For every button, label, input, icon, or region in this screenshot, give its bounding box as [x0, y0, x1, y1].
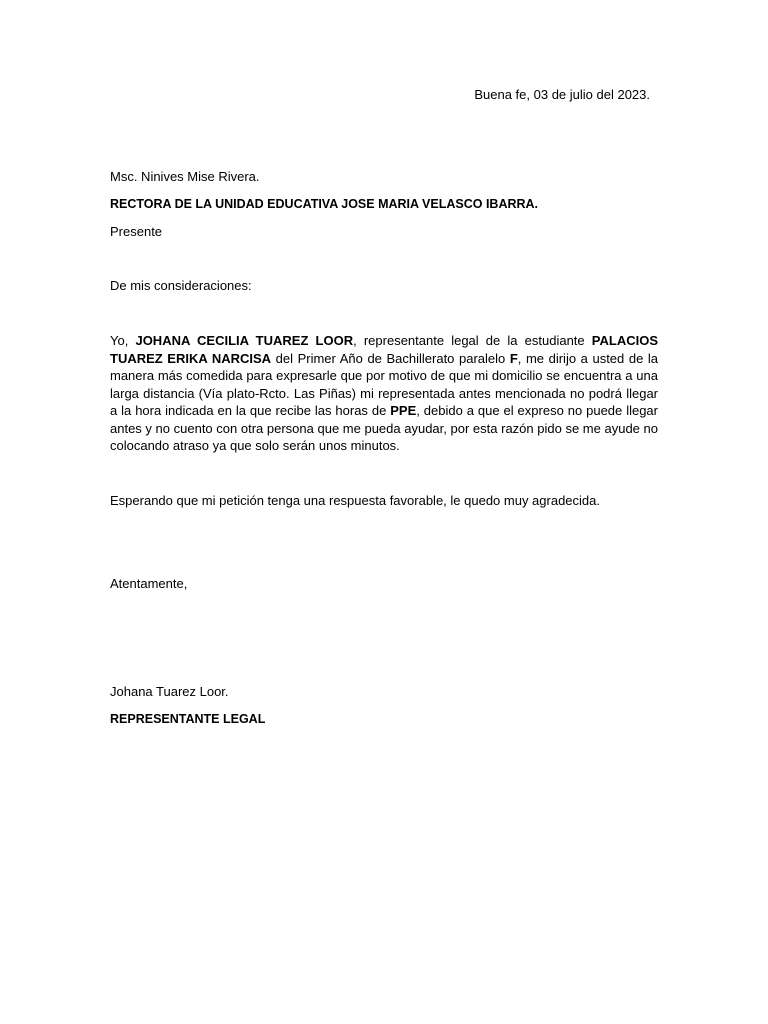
recipient-title: RECTORA DE LA UNIDAD EDUCATIVA JOSE MARIA VELASCO IBARRA.	[110, 197, 539, 211]
body-text-1: Yo,	[110, 333, 136, 348]
signoff: Atentamente,	[110, 576, 188, 591]
body-text-4: , me dirijo a usted de la manera más comedida para expresarle que por motivo de que mi domicilio se encuentra a una larga distancia (Vía plato-Rcto. Las Piñas) mi representada antes mencionada no podrá llegar a la hora indicada en la que recibe las horas de	[110, 350, 658, 418]
student-name: PALACIOS TUAREZ ERIKA NARCISA	[110, 333, 659, 366]
body-text-3: del Primer Año de Bachillerato paralelo	[271, 350, 510, 366]
sender-name: JOHANA CECILIA TUAREZ LOOR	[135, 333, 354, 348]
subject-name: PPE	[390, 403, 417, 418]
salutation: Presente	[110, 224, 163, 239]
considerations-line: De mis consideraciones:	[110, 278, 252, 293]
letter-date: Buena fe, 03 de julio del 2023.	[474, 87, 650, 102]
signer-name: Johana Tuarez Loor.	[110, 684, 229, 699]
letter-body	[110, 332, 658, 455]
signer-role: REPRESENTANTE LEGAL	[110, 712, 266, 726]
closing-paragraph: Esperando que mi petición tenga una respuesta favorable, le quedo muy agradecida.	[110, 493, 600, 508]
parallel-letter: F	[509, 350, 518, 366]
body-text-2: , representante legal de la estudiante	[353, 333, 592, 348]
body-text-5: , debido a que el expreso no puede llegar antes y no cuento con otra persona que me pueda ayudar, por esta razón pido se me ayude no colocando atraso ya que solo serán unos minutos.	[110, 403, 658, 453]
recipient-name: Msc. Ninives Mise Rivera.	[110, 169, 260, 184]
